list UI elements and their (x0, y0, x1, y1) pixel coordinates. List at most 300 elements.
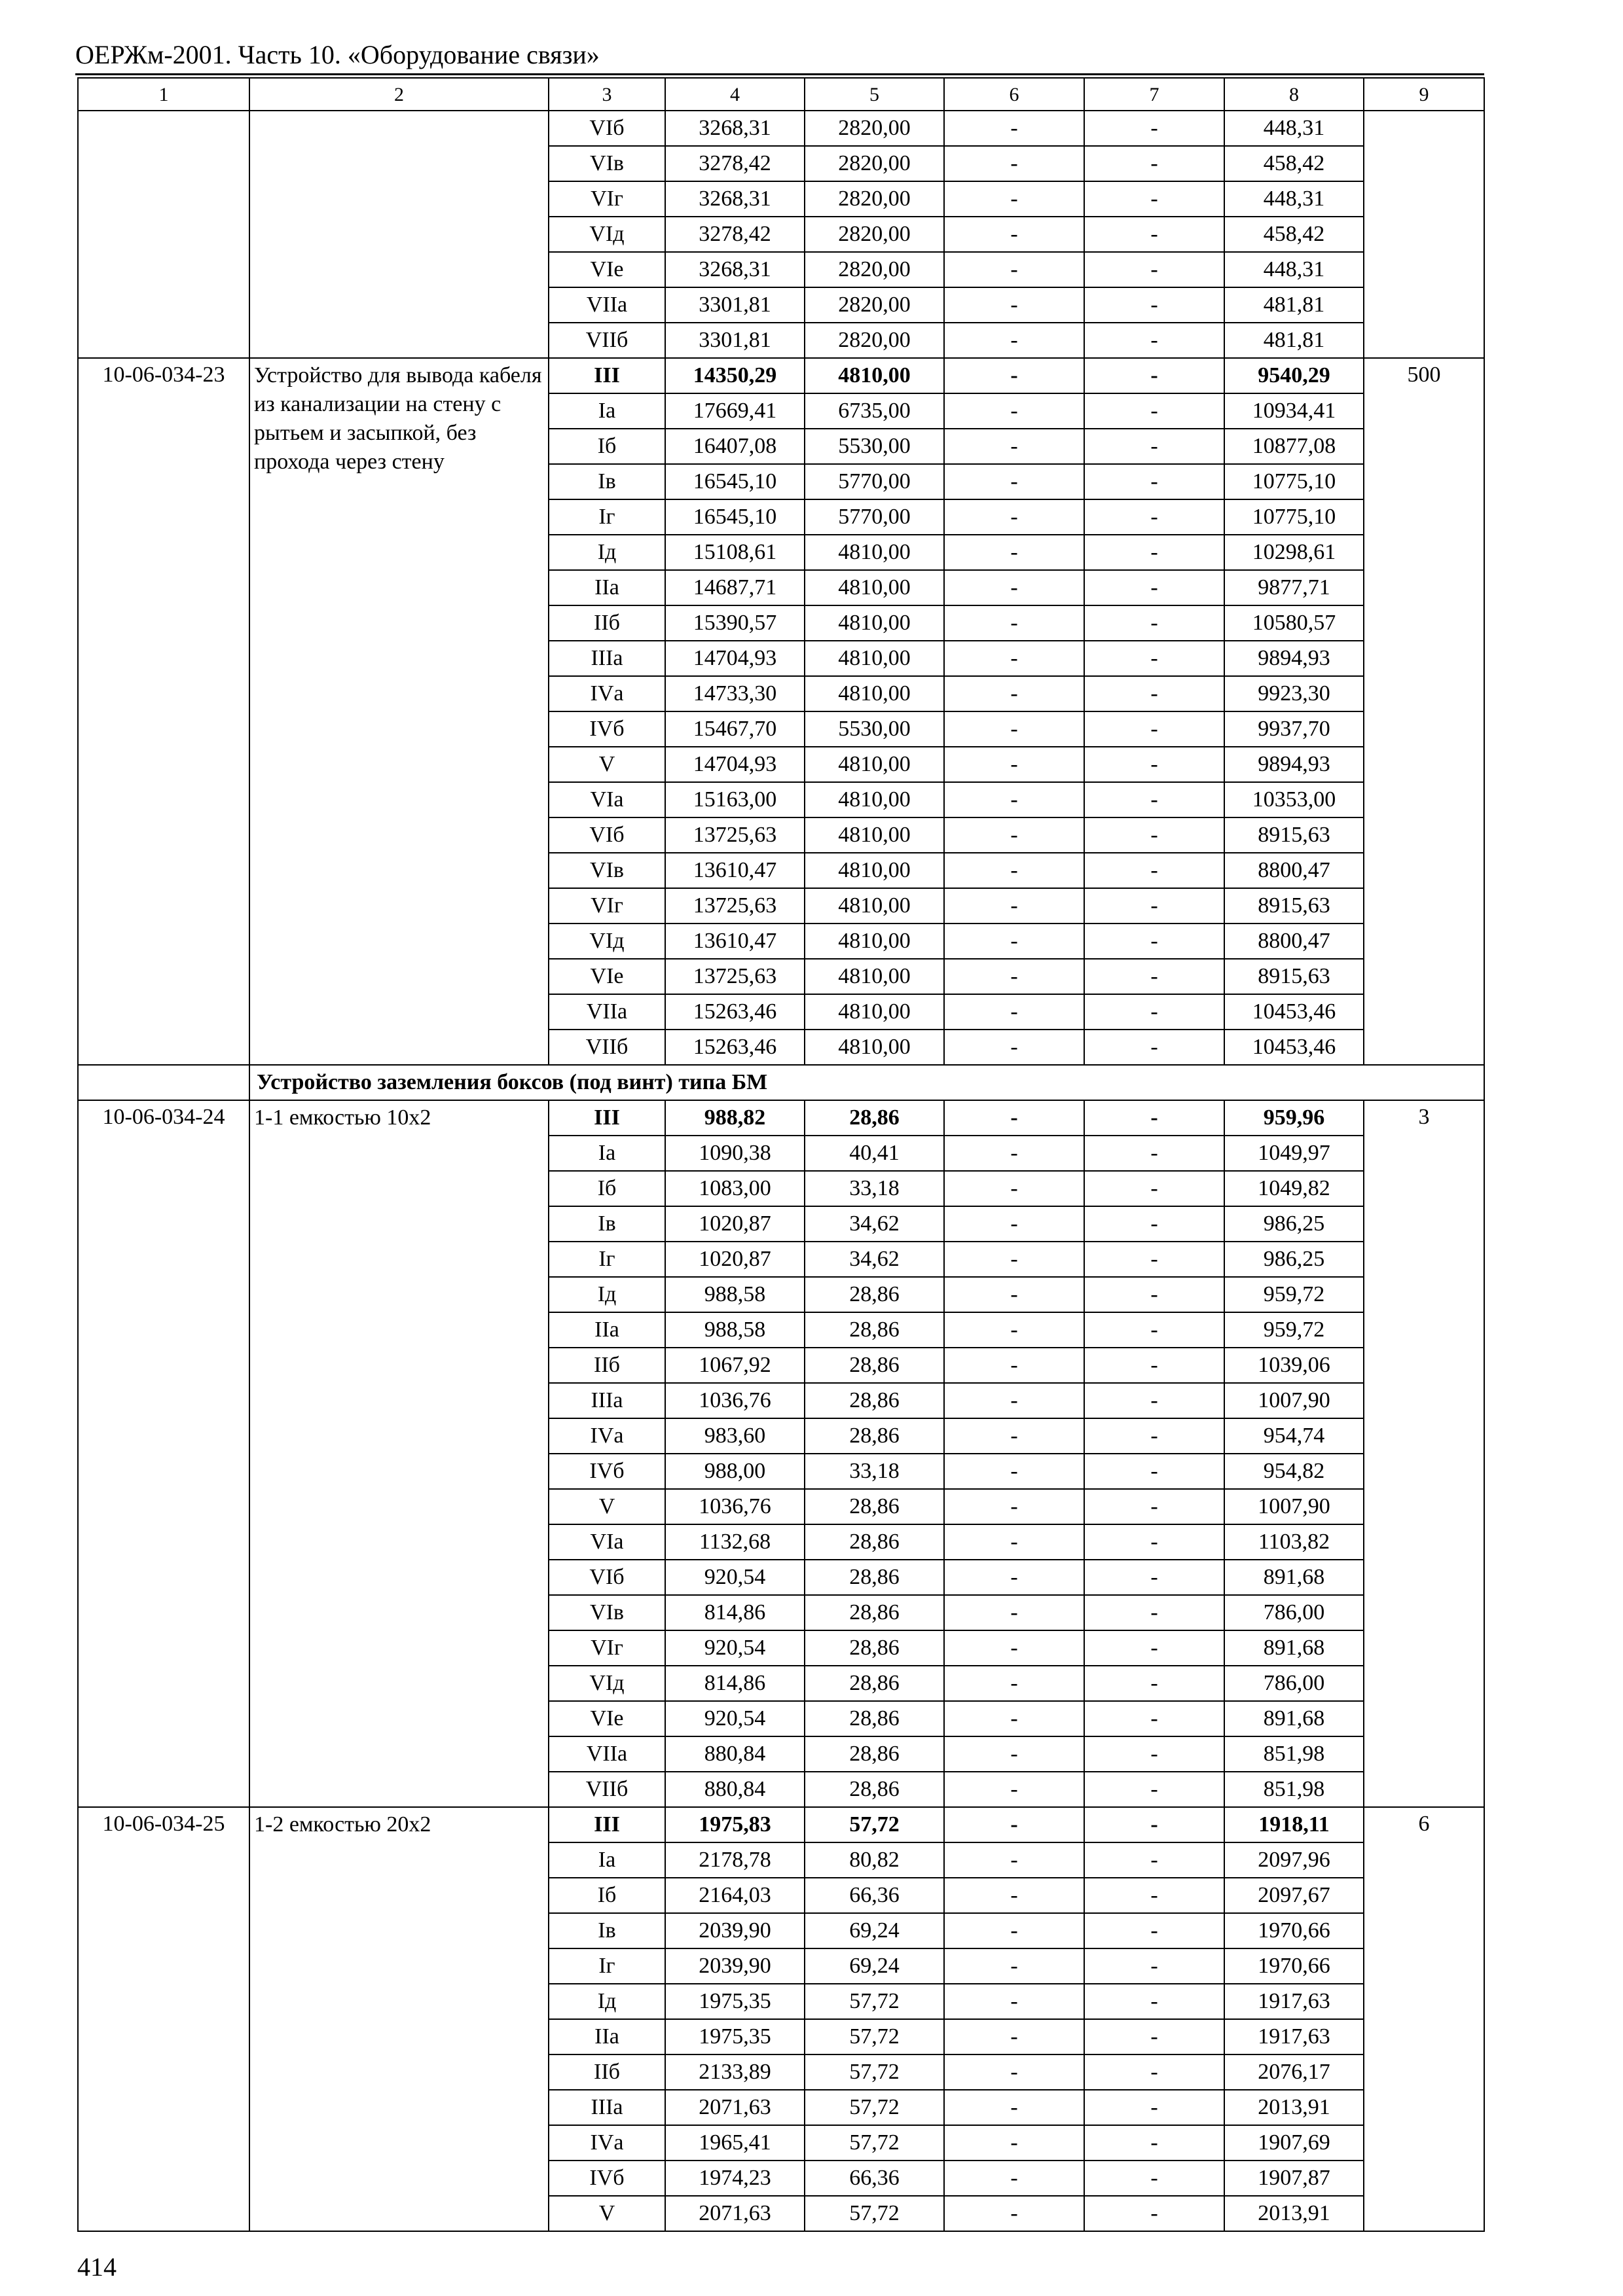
table-cell: 880,84 (665, 1736, 805, 1772)
table-cell: - (1084, 1842, 1224, 1878)
table-cell: - (1084, 146, 1224, 181)
table-cell: 1067,92 (665, 1348, 805, 1383)
table-cell: 5530,00 (805, 429, 944, 464)
table-cell: - (944, 287, 1084, 323)
table-cell: 448,31 (1224, 111, 1364, 146)
table-cell: VIе (549, 252, 665, 287)
table-cell: - (944, 2125, 1084, 2161)
table-cell: - (1084, 1489, 1224, 1524)
table-cell: IIб (549, 2054, 665, 2090)
column-number-cell: 6 (944, 78, 1084, 111)
column-number-cell: 9 (1364, 78, 1484, 111)
table-cell: - (1084, 181, 1224, 217)
table-cell: - (944, 1136, 1084, 1171)
table-cell: 1965,41 (665, 2125, 805, 2161)
table-cell: 15108,61 (665, 535, 805, 570)
table-cell: - (1084, 747, 1224, 782)
table-cell: VIг (549, 888, 665, 924)
table-cell: 1103,82 (1224, 1524, 1364, 1560)
table-cell: 2820,00 (805, 287, 944, 323)
table-cell: VIг (549, 1630, 665, 1666)
table-cell: 4810,00 (805, 605, 944, 641)
table-cell: - (1084, 1878, 1224, 1913)
table-cell: - (944, 2090, 1084, 2125)
table-cell: - (944, 535, 1084, 570)
table-cell: IIа (549, 2019, 665, 2054)
table-cell: - (944, 1348, 1084, 1383)
table-cell: Iа (549, 1136, 665, 1171)
table-cell: 28,86 (805, 1524, 944, 1560)
table-cell: 28,86 (805, 1277, 944, 1312)
column-number-cell: 3 (549, 78, 665, 111)
page-number: 414 (77, 2252, 117, 2282)
table-cell: - (1084, 1312, 1224, 1348)
table-cell: 1020,87 (665, 1206, 805, 1242)
table-cell: 1132,68 (665, 1524, 805, 1560)
table-cell: 986,25 (1224, 1206, 1364, 1242)
table-cell: - (1084, 1701, 1224, 1736)
column-number-cell: 5 (805, 78, 944, 111)
table-cell: 481,81 (1224, 287, 1364, 323)
table-cell: - (944, 994, 1084, 1030)
item-code: 10-06-034-25 (78, 1807, 249, 2231)
table-cell: 448,31 (1224, 181, 1364, 217)
table-cell: Iг (549, 1242, 665, 1277)
table-cell: 28,86 (805, 1418, 944, 1454)
table-cell: 1020,87 (665, 1242, 805, 1277)
table-cell: 28,86 (805, 1100, 944, 1136)
table-cell: VIб (549, 817, 665, 853)
table-cell: 15390,57 (665, 605, 805, 641)
table-cell: 4810,00 (805, 570, 944, 605)
table-cell: 814,86 (665, 1595, 805, 1630)
table-cell: 2039,90 (665, 1948, 805, 1984)
table-cell: IVа (549, 676, 665, 711)
table-body (78, 78, 1484, 2231)
table-cell: - (944, 1171, 1084, 1206)
table-cell: - (1084, 1560, 1224, 1595)
table-cell: 13725,63 (665, 888, 805, 924)
table-cell: - (1084, 1913, 1224, 1948)
table-cell: 13725,63 (665, 959, 805, 994)
table-cell: IIб (549, 605, 665, 641)
table-cell: 5770,00 (805, 464, 944, 499)
table-cell: - (1084, 641, 1224, 676)
table-cell: 28,86 (805, 1736, 944, 1772)
table-cell: 2820,00 (805, 323, 944, 358)
page-header (75, 37, 1484, 75)
table-cell: VIIб (549, 1030, 665, 1065)
table-cell: - (944, 358, 1084, 393)
table-cell: 10298,61 (1224, 535, 1364, 570)
table-cell: 4810,00 (805, 817, 944, 853)
table-cell: 786,00 (1224, 1595, 1364, 1630)
table-cell: 1049,82 (1224, 1171, 1364, 1206)
table-cell: VIIб (549, 1772, 665, 1807)
table-cell: 786,00 (1224, 1666, 1364, 1701)
table-cell: 10353,00 (1224, 782, 1364, 817)
table-cell: - (1084, 323, 1224, 358)
table-cell: - (1084, 570, 1224, 605)
table-cell: - (1084, 2125, 1224, 2161)
table-cell: - (944, 146, 1084, 181)
table-cell: - (944, 605, 1084, 641)
table-cell: 2076,17 (1224, 2054, 1364, 2090)
table-cell: 988,58 (665, 1312, 805, 1348)
table-cell: 1975,83 (665, 1807, 805, 1842)
table-cell: - (944, 1878, 1084, 1913)
table-cell: V (549, 2196, 665, 2231)
table-cell: - (944, 393, 1084, 429)
table-cell: 1975,35 (665, 1984, 805, 2019)
table-cell: - (1084, 287, 1224, 323)
table-cell: - (944, 181, 1084, 217)
table-cell: 988,00 (665, 1454, 805, 1489)
table-cell: 16545,10 (665, 499, 805, 535)
table-cell: IIб (549, 1348, 665, 1383)
table-cell: IVа (549, 2125, 665, 2161)
table-cell: IIа (549, 570, 665, 605)
table-cell: VIб (549, 1560, 665, 1595)
table-cell: 2820,00 (805, 252, 944, 287)
table-cell: 1049,97 (1224, 1136, 1364, 1171)
table-cell: - (1084, 1524, 1224, 1560)
table-cell: - (1084, 994, 1224, 1030)
table-cell: - (1084, 888, 1224, 924)
table-cell: 5770,00 (805, 499, 944, 535)
table-cell: - (1084, 1984, 1224, 2019)
item-code (78, 111, 249, 358)
table-cell: 10775,10 (1224, 464, 1364, 499)
table-cell: VIIа (549, 1736, 665, 1772)
table-cell: - (944, 1842, 1084, 1878)
table-cell: Iб (549, 1878, 665, 1913)
table-cell: 40,41 (805, 1136, 944, 1171)
table-cell: 1918,11 (1224, 1807, 1364, 1842)
table-cell: IVб (549, 711, 665, 747)
item-description: Устройство для вывода кабеля из канализации на стену с рытьем и засыпкой, без прохода через стену (249, 358, 549, 1065)
table-cell: 481,81 (1224, 323, 1364, 358)
table-cell: - (944, 1418, 1084, 1454)
table-cell: - (944, 853, 1084, 888)
column-number-cell: 7 (1084, 78, 1224, 111)
table-cell: 13725,63 (665, 817, 805, 853)
table-cell: 2133,89 (665, 2054, 805, 2090)
table-cell: - (944, 641, 1084, 676)
table-cell: 8915,63 (1224, 959, 1364, 994)
table-cell: - (944, 1701, 1084, 1736)
table-cell: 9894,93 (1224, 641, 1364, 676)
table-cell: - (944, 1772, 1084, 1807)
table-cell: - (944, 1100, 1084, 1136)
table-cell: 14733,30 (665, 676, 805, 711)
table-cell: 1007,90 (1224, 1383, 1364, 1418)
section-blank-cell (78, 1065, 249, 1100)
table-cell: VIе (549, 1701, 665, 1736)
table-cell: 10775,10 (1224, 499, 1364, 535)
table-cell: - (944, 959, 1084, 994)
table-cell: IIIа (549, 1383, 665, 1418)
table-cell: - (944, 570, 1084, 605)
table-cell: III (549, 1100, 665, 1136)
table-cell: 4810,00 (805, 924, 944, 959)
table-cell: 1036,76 (665, 1489, 805, 1524)
table-cell: - (1084, 2054, 1224, 2090)
table-row (78, 358, 1484, 393)
table-cell: 920,54 (665, 1701, 805, 1736)
table-cell: 2071,63 (665, 2196, 805, 2231)
table-cell: 1090,38 (665, 1136, 805, 1171)
table-cell: 28,86 (805, 1560, 944, 1595)
table-cell: - (944, 252, 1084, 287)
table-cell: - (1084, 464, 1224, 499)
table-cell: 14687,71 (665, 570, 805, 605)
table-cell: VIIа (549, 994, 665, 1030)
table-cell: - (1084, 1807, 1224, 1842)
table-cell: 1917,63 (1224, 1984, 1364, 2019)
table-cell: - (944, 1984, 1084, 2019)
table-cell: - (1084, 817, 1224, 853)
table-cell: VIе (549, 959, 665, 994)
table-cell: 10453,46 (1224, 1030, 1364, 1065)
table-cell: 14350,29 (665, 358, 805, 393)
column-number-cell: 4 (665, 78, 805, 111)
table-cell: 57,72 (805, 2054, 944, 2090)
table-cell: V (549, 1489, 665, 1524)
table-cell: 28,86 (805, 1666, 944, 1701)
table-cell: IIIа (549, 2090, 665, 2125)
table-row (78, 1100, 1484, 1136)
table-cell: 28,86 (805, 1772, 944, 1807)
column-number-cell: 2 (249, 78, 549, 111)
table-cell: 15263,46 (665, 994, 805, 1030)
table-cell: 1970,66 (1224, 1948, 1364, 1984)
table-cell: 8800,47 (1224, 924, 1364, 959)
table-cell: 5530,00 (805, 711, 944, 747)
table-cell: 1970,66 (1224, 1913, 1364, 1948)
table-cell: - (1084, 393, 1224, 429)
table-cell: 28,86 (805, 1348, 944, 1383)
table-cell: 6735,00 (805, 393, 944, 429)
table-cell: 1036,76 (665, 1383, 805, 1418)
table-cell: Iа (549, 1842, 665, 1878)
table-cell: - (1084, 1772, 1224, 1807)
table-cell: 1907,69 (1224, 2125, 1364, 2161)
table-cell: - (1084, 782, 1224, 817)
table-cell: - (1084, 358, 1224, 393)
table-cell: VIв (549, 146, 665, 181)
table-cell: - (1084, 711, 1224, 747)
table-cell: Iа (549, 393, 665, 429)
table-cell: 69,24 (805, 1913, 944, 1948)
table-cell: - (1084, 1383, 1224, 1418)
table-cell: 458,42 (1224, 146, 1364, 181)
table-cell: - (1084, 924, 1224, 959)
table-cell: 14704,93 (665, 641, 805, 676)
table-cell: - (944, 1736, 1084, 1772)
table-cell: 9540,29 (1224, 358, 1364, 393)
table-cell: - (1084, 1418, 1224, 1454)
column-number-cell: 1 (78, 78, 249, 111)
table-cell: - (944, 1454, 1084, 1489)
table-cell: VIд (549, 217, 665, 252)
table-cell: 954,74 (1224, 1418, 1364, 1454)
column-number-row (78, 78, 1484, 111)
table-cell: 17669,41 (665, 393, 805, 429)
table-row (78, 111, 1484, 146)
table-cell: - (1084, 2019, 1224, 2054)
table-cell: - (1084, 535, 1224, 570)
table-cell: - (944, 111, 1084, 146)
table-cell: - (944, 1913, 1084, 1948)
table-cell: 10934,41 (1224, 393, 1364, 429)
table-cell: 4810,00 (805, 641, 944, 676)
item-description (249, 111, 549, 358)
table-cell: 4810,00 (805, 358, 944, 393)
table-cell: - (944, 1595, 1084, 1630)
table-cell: 3268,31 (665, 181, 805, 217)
table-cell: III (549, 1807, 665, 1842)
table-cell: Iв (549, 464, 665, 499)
table-cell: 2820,00 (805, 217, 944, 252)
table-cell: 57,72 (805, 1807, 944, 1842)
section-title: Устройство заземления боксов (под винт) типа БМ (249, 1065, 1484, 1100)
table-cell: - (1084, 1206, 1224, 1242)
table-cell: VIв (549, 1595, 665, 1630)
table-cell: - (1084, 1666, 1224, 1701)
table-cell: 2820,00 (805, 146, 944, 181)
table-cell: 814,86 (665, 1666, 805, 1701)
table-cell: 3278,42 (665, 146, 805, 181)
table-cell: 66,36 (805, 1878, 944, 1913)
table-cell: VIа (549, 782, 665, 817)
table-cell: 15467,70 (665, 711, 805, 747)
table-cell: 959,96 (1224, 1100, 1364, 1136)
table-cell: 920,54 (665, 1560, 805, 1595)
table-cell: Iг (549, 499, 665, 535)
table-cell: 4810,00 (805, 676, 944, 711)
table-cell: - (944, 2019, 1084, 2054)
table-cell: 57,72 (805, 2196, 944, 2231)
table-cell: - (944, 499, 1084, 535)
table-cell: - (1084, 1736, 1224, 1772)
table-cell: - (944, 1807, 1084, 1842)
table-cell: Iд (549, 1277, 665, 1312)
table-cell: - (944, 217, 1084, 252)
table-cell: - (944, 1666, 1084, 1701)
column-number-cell: 8 (1224, 78, 1364, 111)
table-cell: - (944, 1206, 1084, 1242)
table-cell: 9923,30 (1224, 676, 1364, 711)
table-cell: 10453,46 (1224, 994, 1364, 1030)
table-cell: 2164,03 (665, 1878, 805, 1913)
table-row (78, 1807, 1484, 1842)
table-cell: VIб (549, 111, 665, 146)
table-cell: 983,60 (665, 1418, 805, 1454)
table-cell: 988,82 (665, 1100, 805, 1136)
table-cell: 1917,63 (1224, 2019, 1364, 2054)
table-cell: - (1084, 1100, 1224, 1136)
table-cell: 4810,00 (805, 853, 944, 888)
table-cell: - (944, 817, 1084, 853)
table-cell: 66,36 (805, 2161, 944, 2196)
table-cell: 13610,47 (665, 924, 805, 959)
table-cell: 10580,57 (1224, 605, 1364, 641)
table-cell: - (1084, 1277, 1224, 1312)
table-cell: 33,18 (805, 1454, 944, 1489)
table-cell: - (1084, 2090, 1224, 2125)
table-cell: 8915,63 (1224, 817, 1364, 853)
table-cell: 14704,93 (665, 747, 805, 782)
table-cell: - (1084, 2161, 1224, 2196)
table-cell: - (944, 1560, 1084, 1595)
item-unit-value: 500 (1364, 358, 1484, 1065)
table-cell: VIд (549, 924, 665, 959)
table-cell: - (1084, 499, 1224, 535)
table-cell: 8800,47 (1224, 853, 1364, 888)
table-cell: 28,86 (805, 1595, 944, 1630)
table-cell: 57,72 (805, 2125, 944, 2161)
item-unit-value: 6 (1364, 1807, 1484, 2231)
table-cell: - (944, 676, 1084, 711)
table-cell: IIа (549, 1312, 665, 1348)
table-cell: VIIа (549, 287, 665, 323)
table-cell: 959,72 (1224, 1312, 1364, 1348)
table-cell: Iг (549, 1948, 665, 1984)
table-cell: 34,62 (805, 1242, 944, 1277)
table-cell: 1907,87 (1224, 2161, 1364, 2196)
table-cell: 4810,00 (805, 959, 944, 994)
table-cell: 988,58 (665, 1277, 805, 1312)
table-cell: 1007,90 (1224, 1489, 1364, 1524)
table-cell: - (1084, 1136, 1224, 1171)
table-cell: 2178,78 (665, 1842, 805, 1878)
table-cell: 986,25 (1224, 1242, 1364, 1277)
table-cell: 8915,63 (1224, 888, 1364, 924)
table-cell: 1975,35 (665, 2019, 805, 2054)
table-cell: 2820,00 (805, 111, 944, 146)
table-cell: 4810,00 (805, 1030, 944, 1065)
table-cell: 34,62 (805, 1206, 944, 1242)
table-cell: VIа (549, 1524, 665, 1560)
table-cell: Iд (549, 1984, 665, 2019)
table-cell: - (1084, 853, 1224, 888)
table-cell: - (944, 429, 1084, 464)
table-cell: 2097,67 (1224, 1878, 1364, 1913)
table-cell: - (944, 2054, 1084, 2090)
table-cell: 9937,70 (1224, 711, 1364, 747)
item-description: 1-1 емкостью 10х2 (249, 1100, 549, 1807)
table-cell: 954,82 (1224, 1454, 1364, 1489)
table-cell: - (1084, 217, 1224, 252)
table-cell: 3301,81 (665, 287, 805, 323)
table-cell: VIв (549, 853, 665, 888)
table-cell: 2039,90 (665, 1913, 805, 1948)
table-cell: IVб (549, 2161, 665, 2196)
table-cell: - (1084, 111, 1224, 146)
table-cell: - (1084, 959, 1224, 994)
table-cell: 9877,71 (1224, 570, 1364, 605)
table-cell: - (944, 711, 1084, 747)
table-cell: - (944, 2196, 1084, 2231)
table-cell: 28,86 (805, 1630, 944, 1666)
section-row (78, 1065, 1484, 1100)
table-cell: IIIа (549, 641, 665, 676)
table-cell: - (944, 1030, 1084, 1065)
table-cell: - (944, 782, 1084, 817)
table-cell: VIг (549, 181, 665, 217)
table-cell: 2820,00 (805, 181, 944, 217)
